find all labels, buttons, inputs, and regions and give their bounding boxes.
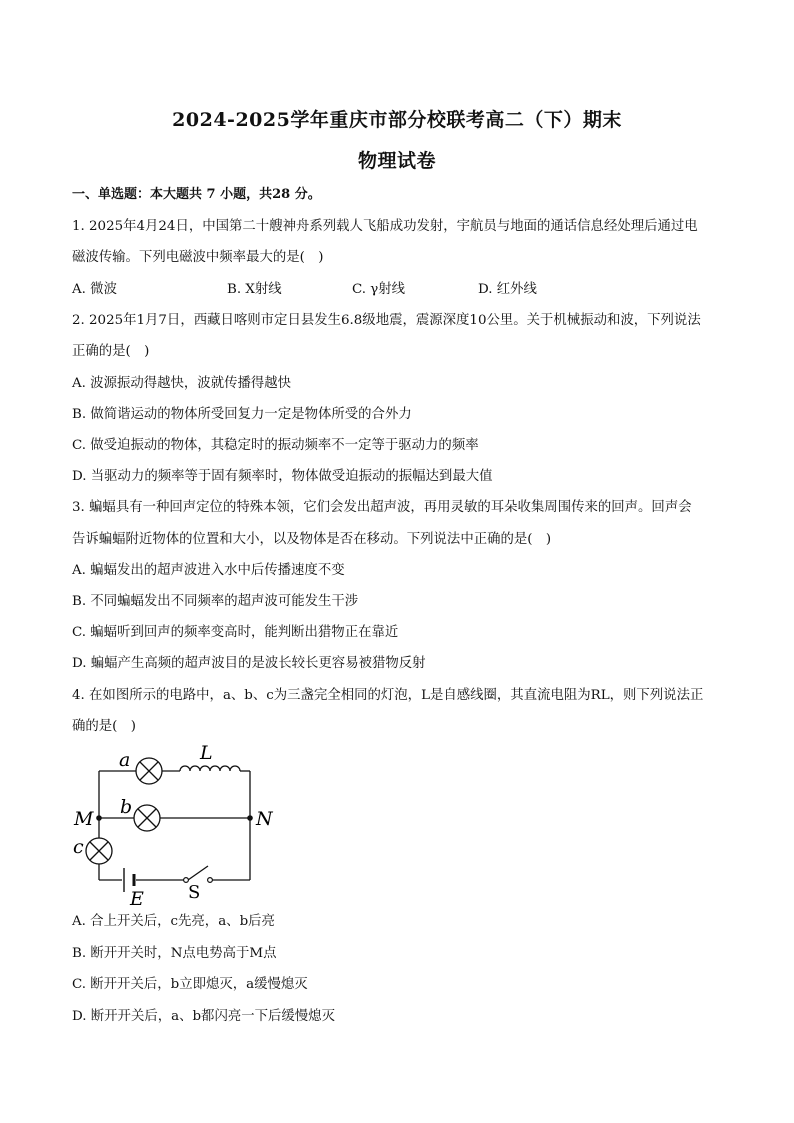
q4-option-b: B. 断开开关时，N点电势高于M点 xyxy=(72,946,277,961)
q2-option-b: B. 做简谐运动的物体所受回复力一定是物体所受的合外力 xyxy=(72,407,412,422)
q1-stem-line1: 1. 2025年4月24日，中国第二十艘神舟系列载人飞船成功发射，宇航员与地面的通话信息经处理后通过电 xyxy=(72,219,698,234)
label-s: S xyxy=(188,882,201,903)
lamp-a-icon xyxy=(136,758,162,784)
q4-option-c: C. 断开开关后，b立即熄灭，a缓慢熄灭 xyxy=(72,977,308,992)
label-e: E xyxy=(130,888,144,910)
q2-option-c: C. 做受迫振动的物体，其稳定时的振动频率不一定等于驱动力的频率 xyxy=(72,438,479,453)
q1-option-c: C. γ射线 xyxy=(352,282,406,297)
q1-stem-line2: 磁波传输。下列电磁波中频率最大的是( ) xyxy=(72,250,324,265)
section-heading: 一、单选题：本大题共 7 小题，共28 分。 xyxy=(72,187,321,202)
inductor-coil xyxy=(180,766,240,771)
label-c: c xyxy=(73,836,84,858)
q1-option-a: A. 微波 xyxy=(72,282,117,297)
q3-option-b: B. 不同蝙蝠发出不同频率的超声波可能发生干涉 xyxy=(72,594,359,609)
q1-option-d: D. 红外线 xyxy=(478,282,537,297)
q2-option-a: A. 波源振动得越快，波就传播得越快 xyxy=(72,376,292,391)
junction-n xyxy=(247,815,253,821)
circuit-diagram xyxy=(72,735,282,910)
q2-option-d: D. 当驱动力的频率等于固有频率时，物体做受迫振动的振幅达到最大值 xyxy=(72,469,493,484)
lamp-c-icon xyxy=(86,838,112,864)
label-m: M xyxy=(74,808,94,830)
junction-m xyxy=(96,815,102,821)
q3-stem-line2: 告诉蝙蝠附近物体的位置和大小，以及物体是否在移动。下列说法中正确的是( ) xyxy=(72,532,552,547)
q4-option-a: A. 合上开关后，c先亮，a、b后亮 xyxy=(72,914,275,929)
label-n: N xyxy=(256,808,273,830)
q3-option-a: A. 蝙蝠发出的超声波进入水中后传播速度不变 xyxy=(72,563,345,578)
exam-title: 2024-2025学年重庆市部分校联考高二（下）期末 xyxy=(172,109,622,131)
label-l: L xyxy=(200,742,213,764)
q4-option-d: D. 断开开关后，a、b都闪亮一下后缓慢熄灭 xyxy=(72,1009,335,1024)
q4-stem-line2: 确的是( ) xyxy=(72,719,137,734)
q1-option-b: B. X射线 xyxy=(227,282,282,297)
q3-option-c: C. 蝙蝠听到回声的频率变高时，能判断出猎物正在靠近 xyxy=(72,625,399,640)
label-a: a xyxy=(119,749,131,771)
q2-stem-line2: 正确的是( ) xyxy=(72,344,150,359)
exam-subtitle: 物理试卷 xyxy=(357,150,436,172)
switch-contact-right xyxy=(208,878,213,883)
q3-stem-line1: 3. 蝙蝠具有一种回声定位的特殊本领，它们会发出超声波，再用灵敏的耳朵收集周围传来的回声。回声会 xyxy=(72,500,692,515)
lamp-b-icon xyxy=(134,805,160,831)
switch-lever xyxy=(188,866,208,880)
q4-stem-line1: 4. 在如图所示的电路中，a、b、c为三盏完全相同的灯泡，L是自感线圈，其直流电阻为RL，则下列说法正 xyxy=(72,688,704,703)
q2-stem-line1: 2. 2025年1月7日，西藏日喀则市定日县发生6.8级地震，震源深度10公里。关于机械振动和波，下列说法 xyxy=(72,313,701,328)
label-b: b xyxy=(120,796,133,818)
q3-option-d: D. 蝙蝠产生高频的超声波目的是波长较长更容易被猎物反射 xyxy=(72,656,426,671)
